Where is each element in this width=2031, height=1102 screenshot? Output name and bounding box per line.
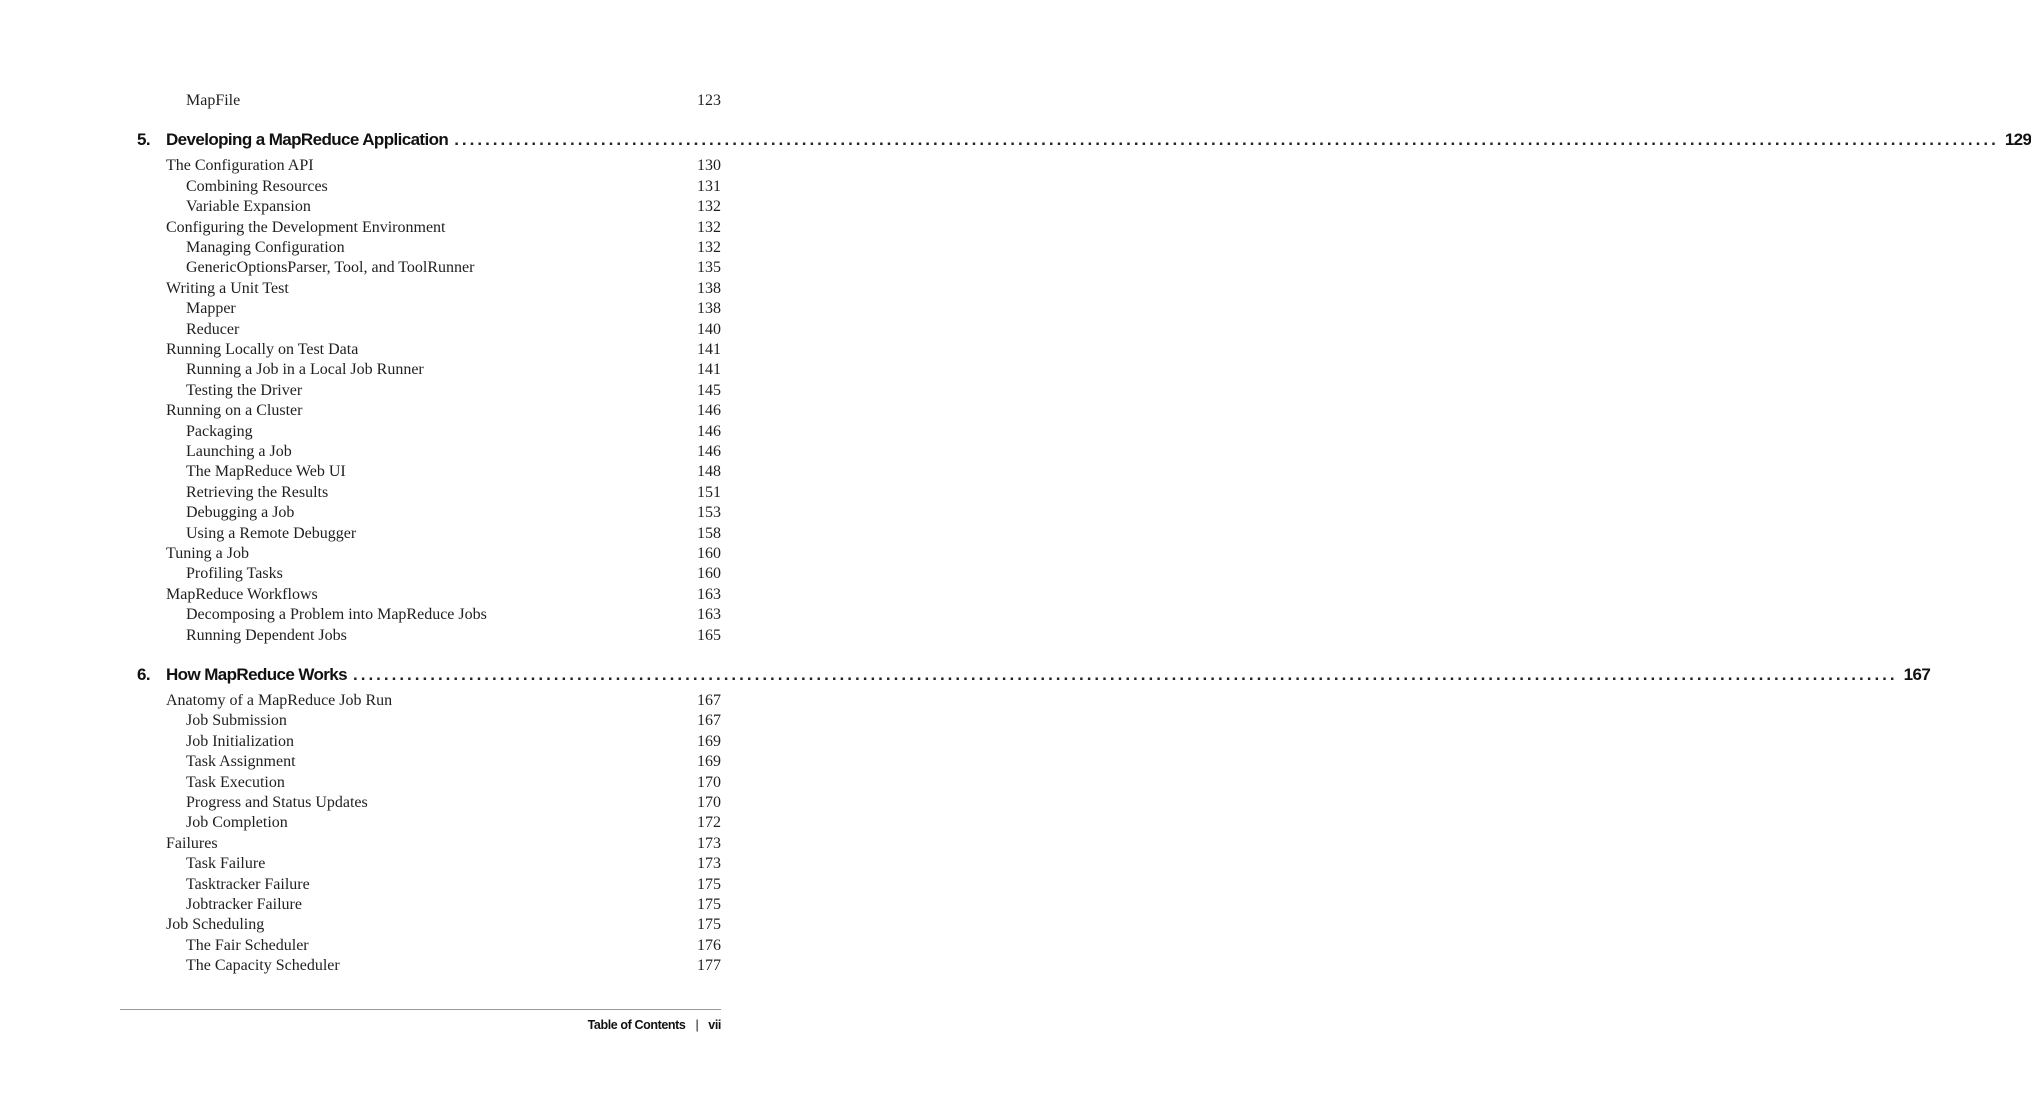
entry-title: Debugging a Job [186,504,295,521]
entry-title: Testing the Driver [186,382,303,399]
toc-section-entry[interactable] [166,834,721,854]
entry-title: Job Completion [186,814,288,831]
toc-subsection-entry[interactable] [186,483,721,503]
entry-page-number: 138 [697,300,721,317]
toc-section-entry[interactable] [166,340,721,360]
footer-separator: | [695,1018,699,1032]
toc-subsection-entry[interactable] [186,462,721,482]
toc-subsection-entry[interactable] [186,956,721,976]
entry-page-number: 132 [697,239,721,256]
entry-page-number: 160 [697,545,721,562]
toc-subsection-entry[interactable] [186,773,721,793]
entry-page-number: 170 [697,774,721,791]
entry-title: The Fair Scheduler [186,937,309,954]
toc-subsection-entry[interactable] [186,320,721,340]
entry-title: Task Assignment [186,753,296,770]
footer-section-title: Table of Contents [587,1018,686,1032]
entry-page-number: 123 [697,92,721,109]
toc-subsection-entry[interactable] [186,895,721,915]
dot-leader: ........................................................................................................................................................................................................ [353,665,1898,684]
entry-page-number: 130 [697,157,721,174]
entry-page-number: 132 [697,198,721,215]
entry-page-number: 145 [697,382,721,399]
entry-title: Combining Resources [186,178,328,195]
entry-page-number: 173 [697,835,721,852]
entry-page-number: 141 [697,361,721,378]
entry-title: Profiling Tasks [186,565,283,582]
toc-section-entry[interactable] [166,915,721,935]
entry-title: The MapReduce Web UI [186,463,346,480]
chapter-page-number: 167 [1903,665,1931,684]
entry-page-number: 170 [697,794,721,811]
entry-title: Tasktracker Failure [186,876,310,893]
toc-subsection-entry[interactable] [186,711,721,731]
entry-page-number: 163 [697,586,721,603]
entry-title: Mapper [186,300,236,317]
entry-title: Running a Job in a Local Job Runner [186,361,424,378]
entry-page-number: 151 [697,484,721,501]
chapter-title: How MapReduce Works [166,665,347,684]
entry-page-number: 135 [697,259,721,276]
entry-page-number: 158 [697,525,721,542]
entry-title: Job Submission [186,712,287,729]
entry-title: Job Initialization [186,733,294,750]
entry-title: Retrieving the Results [186,484,329,501]
entry-title: Running Locally on Test Data [166,341,359,358]
toc-subsection-entry[interactable] [186,360,721,380]
toc-subsection-entry[interactable] [186,381,721,401]
entry-page-number: 146 [697,423,721,440]
entry-page-number: 163 [697,606,721,623]
toc-subsection-entry[interactable] [186,524,721,544]
entry-title: Packaging [186,423,253,440]
entry-page-number: 131 [697,178,721,195]
footer-page-number: vii [708,1018,721,1032]
page-footer [588,1016,721,1034]
entry-title: Reducer [186,321,240,338]
toc-subsection-entry[interactable] [186,752,721,772]
entry-page-number: 167 [697,692,721,709]
toc-section-entry[interactable] [166,585,721,605]
entry-title: Running on a Cluster [166,402,303,419]
toc-subsection-entry[interactable] [186,626,721,646]
entry-title: Jobtracker Failure [186,896,302,913]
entry-title: Using a Remote Debugger [186,525,357,542]
entry-page-number: 160 [697,565,721,582]
chapter-heading[interactable] [137,663,1931,687]
toc-subsection-entry[interactable] [186,299,721,319]
entry-title: The Capacity Scheduler [186,957,340,974]
chapter-title: Developing a MapReduce Application [166,130,449,150]
entry-title: Writing a Unit Test [166,280,289,297]
entry-title: Launching a Job [186,443,292,460]
toc-subsection-entry[interactable] [186,793,721,813]
toc-section-entry[interactable] [166,544,721,564]
entry-title: MapFile [186,92,241,109]
entry-page-number: 165 [697,627,721,644]
toc-section-entry[interactable] [166,401,721,421]
toc-subsection-entry[interactable] [186,854,721,874]
entry-title: The Configuration API [166,157,314,174]
entry-title: Configuring the Development Environment [166,219,446,236]
entry-page-number: 175 [697,916,721,933]
entry-title: MapReduce Workflows [166,586,318,603]
entry-title: Variable Expansion [186,198,311,215]
entry-page-number: 176 [697,937,721,954]
entry-page-number: 140 [697,321,721,338]
toc-subsection-entry[interactable] [186,238,721,258]
entry-page-number: 141 [697,341,721,358]
entry-page-number: 172 [697,814,721,831]
chapter-heading[interactable] [137,128,2031,152]
entry-page-number: 132 [697,219,721,236]
entry-page-number: 153 [697,504,721,521]
entry-title: Running Dependent Jobs [186,627,347,644]
toc-subsection-entry[interactable] [186,936,721,956]
toc-subsection-entry[interactable] [186,875,721,895]
footer-rule [120,1009,721,1010]
chapter-number: 6. [137,665,150,684]
toc-subsection-entry[interactable] [186,91,721,111]
entry-title: Task Failure [186,855,266,872]
entry-title: Task Execution [186,774,285,791]
toc-subsection-entry[interactable] [186,503,721,523]
toc-subsection-entry[interactable] [186,813,721,833]
entry-title: Anatomy of a MapReduce Job Run [166,692,393,709]
entry-page-number: 146 [697,402,721,419]
entry-page-number: 138 [697,280,721,297]
toc-subsection-entry[interactable] [186,564,721,584]
entry-title: Progress and Status Updates [186,794,368,811]
dot-leader: ........................................................................................................................................................................................................ [454,130,1999,150]
entry-title: Job Scheduling [166,916,265,933]
toc-subsection-entry[interactable] [186,732,721,752]
toc-subsection-entry[interactable] [186,422,721,442]
toc-section-entry[interactable] [166,156,721,176]
entry-page-number: 148 [697,463,721,480]
entry-title: Managing Configuration [186,239,345,256]
entry-page-number: 173 [697,855,721,872]
toc-subsection-entry[interactable] [186,442,721,462]
entry-page-number: 177 [697,957,721,974]
toc-subsection-entry[interactable] [186,605,721,625]
entry-page-number: 167 [697,712,721,729]
entry-page-number: 169 [697,733,721,750]
entry-title: Decomposing a Problem into MapReduce Jobs [186,606,487,623]
entry-title: Tuning a Job [166,545,249,562]
toc-section-entry[interactable] [166,218,721,238]
entry-page-number: 175 [697,896,721,913]
entry-title: Failures [166,835,218,852]
toc-subsection-entry[interactable] [186,258,721,278]
entry-page-number: 169 [697,753,721,770]
toc-subsection-entry[interactable] [186,197,721,217]
toc-subsection-entry[interactable] [186,177,721,197]
entry-page-number: 175 [697,876,721,893]
entry-page-number: 146 [697,443,721,460]
chapter-page-number: 129 [2004,130,2031,150]
toc-section-entry[interactable] [166,691,721,711]
toc-section-entry[interactable] [166,279,721,299]
entry-title: GenericOptionsParser, Tool, and ToolRunner [186,259,475,276]
chapter-number: 5. [137,130,150,150]
